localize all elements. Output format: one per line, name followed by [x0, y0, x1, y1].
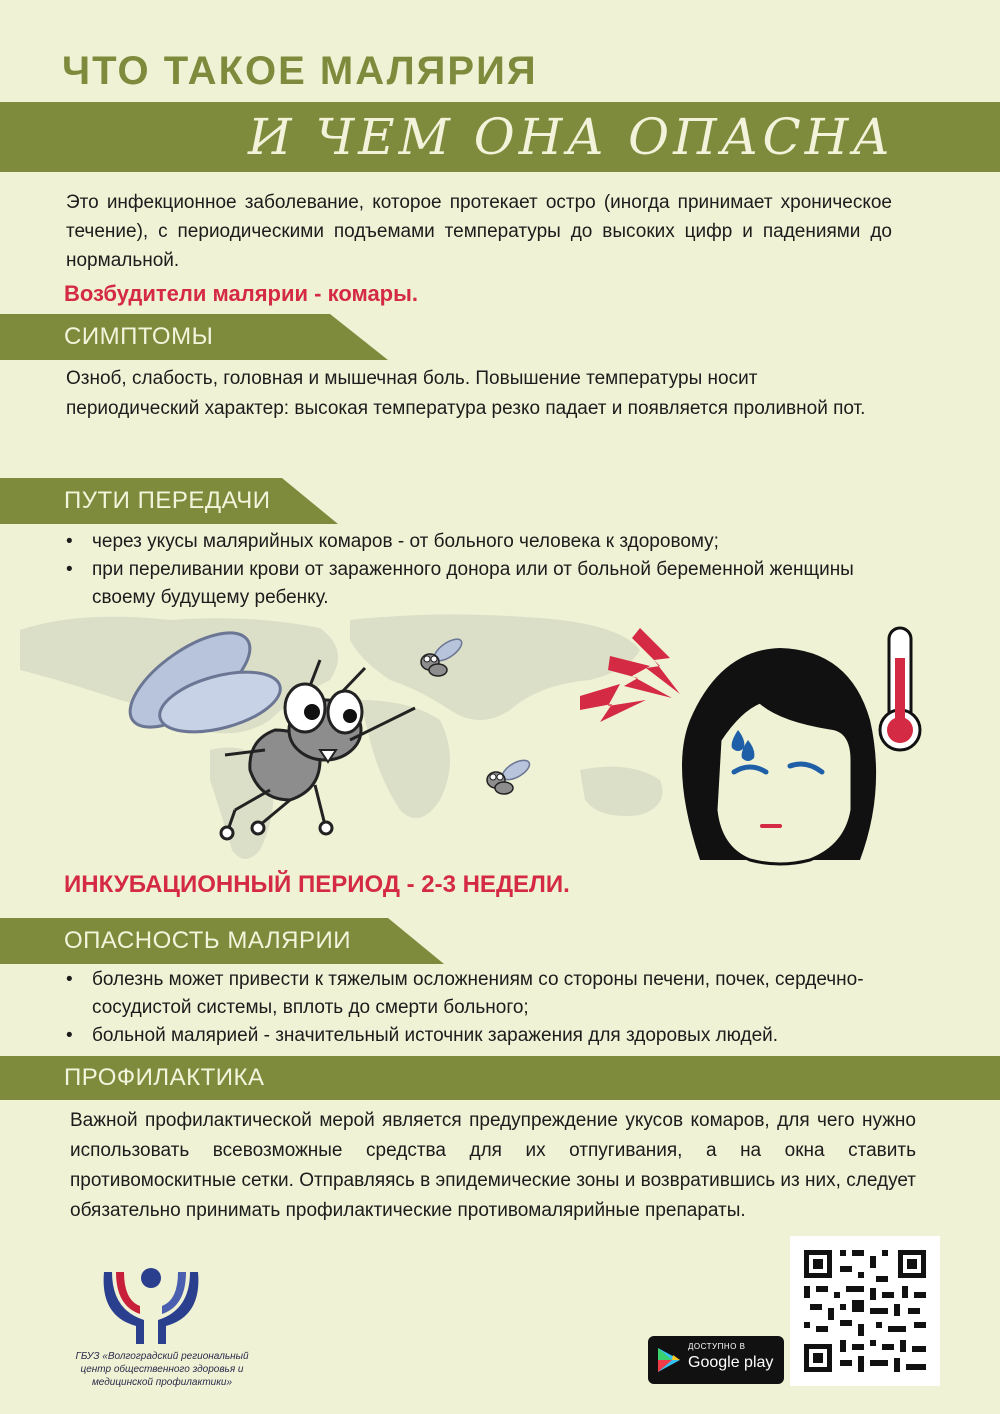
play-store-icon	[656, 1347, 682, 1373]
transmission-heading: ПУТИ ПЕРЕДАЧИ	[64, 487, 271, 514]
org-logo	[96, 1266, 206, 1346]
symptoms-text: Озноб, слабость, головная и мышечная боль. Повышение температуры носит периодический характер: высокая температура резко падает и появляется проливной пот.	[66, 368, 866, 419]
thermometer-icon	[880, 628, 920, 750]
sick-face-icon	[682, 648, 876, 864]
pathogen-highlight: Возбудители малярии - комары.	[64, 281, 419, 306]
malaria-illustration	[20, 610, 980, 870]
google-play-badge[interactable]	[648, 1336, 784, 1384]
incubation-period: ИНКУБАЦИОННЫЙ ПЕРИОД - 2-3 НЕДЕЛИ.	[64, 871, 570, 898]
page-subtitle: И ЧЕМ ОНА ОПАСНА	[248, 108, 895, 166]
qr-code-image	[790, 1236, 940, 1386]
store-caption: ДОСТУПНО В	[688, 1342, 746, 1351]
list-item: • болезнь может привести к тяжелым осложнениям со стороны печени, почек, сердечно-сосудистой системы, вплоть до смерти больного;	[64, 966, 904, 1022]
list-item: • больной малярией - значительный источник заражения для здоровых людей.	[64, 1022, 904, 1050]
page-title: ЧТО ТАКОЕ МАЛЯРИЯ	[62, 49, 538, 93]
symptoms-heading: СИМПТОМЫ	[64, 323, 214, 350]
prevention-heading: ПРОФИЛАКТИКА	[64, 1064, 265, 1091]
qr-code[interactable]	[790, 1236, 940, 1386]
store-name: Google play	[688, 1354, 774, 1371]
list-item: • при переливании крови от зараженного донора или от больной беременной женщины своему будущему ребенку.	[64, 556, 904, 612]
list-item: • через укусы малярийных комаров - от больного человека к здоровому;	[64, 528, 904, 556]
prevention-text: Важной профилактической мерой является предупреждение укусов комаров, для чего нужно использовать всевозможные средства для их отпугивания, а на окна ставить противомоскитные сетки. Отправляясь в эпидемические зоны и возвратившись из них, следует обязательно принимать профилактические противомалярийные препараты.	[70, 1110, 916, 1221]
intro-text: Это инфекционное заболевание, которое протекает остро (иногда принимает хроническое течение), с периодическими подъемами температуры до высоких цифр и падениями до нормальной.	[66, 192, 892, 271]
mosquito-small	[487, 756, 532, 794]
org-name: ГБУЗ «Волгоградский региональный центр общественного здоровья и медицинской профилактики»	[75, 1351, 249, 1388]
danger-list	[64, 966, 904, 1050]
transmission-list	[64, 528, 904, 612]
danger-heading: ОПАСНОСТЬ МАЛЯРИИ	[64, 927, 351, 954]
